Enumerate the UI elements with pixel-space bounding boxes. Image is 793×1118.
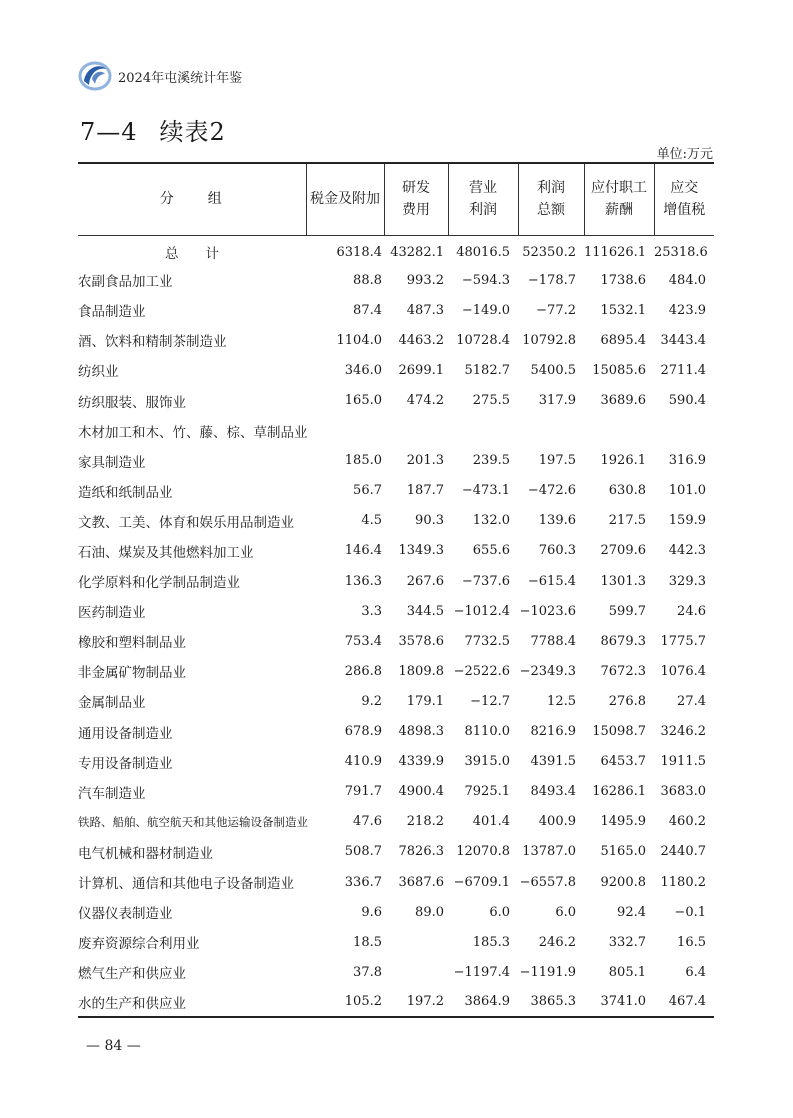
table-cell: 15098.7	[592, 724, 646, 740]
table-row	[78, 957, 714, 987]
table-row	[78, 807, 714, 837]
column-header-line: 总额	[537, 202, 565, 219]
table-cell: 52350.2	[522, 244, 576, 260]
table-cell: 10792.8	[522, 332, 576, 348]
table-cell: 4339.9	[398, 754, 444, 770]
table-cell: 7826.3	[398, 844, 444, 860]
table-cell: 1926.1	[600, 453, 646, 469]
row-label: 非金属矿物制品业	[78, 665, 186, 682]
table-cell: 630.8	[608, 483, 646, 499]
row-label: 医药制造业	[78, 605, 146, 622]
table-cell: 1301.3	[600, 573, 646, 589]
page-header	[78, 58, 242, 94]
row-label: 纺织业	[78, 364, 119, 381]
table-cell: 105.2	[344, 994, 382, 1010]
table-title: 续表2	[159, 118, 226, 146]
table-cell	[384, 957, 448, 987]
table-cell: 4391.5	[530, 754, 576, 770]
table-cell: 187.7	[406, 483, 444, 499]
table-cell: 1495.9	[600, 814, 646, 830]
table-cell: 218.2	[406, 814, 444, 830]
table-cell: 37.8	[353, 964, 382, 980]
table-cell: 111626.1	[584, 244, 647, 260]
table-cell: 1532.1	[600, 302, 646, 318]
table-cell: 599.7	[608, 603, 646, 619]
table-row	[78, 476, 714, 506]
book-title: 2024年屯溪统计年鉴	[118, 70, 243, 86]
row-label: 文教、工美、体育和娱乐用品制造业	[78, 514, 294, 531]
table-cell	[306, 416, 384, 446]
table-cell: 18.5	[353, 934, 382, 950]
table-cell: 5182.7	[464, 362, 510, 378]
table-cell: 16.5	[677, 934, 706, 950]
table-row	[78, 265, 714, 295]
table-cell: 185.3	[472, 934, 510, 950]
table-row	[78, 536, 714, 566]
table-cell: 6453.7	[600, 754, 646, 770]
table-cell: 2711.4	[660, 362, 706, 378]
table-number: 7—4	[80, 118, 138, 146]
table-row	[78, 897, 714, 927]
table-row	[78, 596, 714, 626]
row-label: 燃气生产和供应业	[78, 966, 186, 983]
table-cell: −472.6	[527, 483, 576, 499]
table-cell: −2522.6	[453, 663, 510, 679]
table-cell: 487.3	[406, 302, 444, 318]
table-cell: 276.8	[608, 693, 646, 709]
table-row	[78, 987, 714, 1017]
table-cell: 467.4	[668, 994, 706, 1010]
table-body	[78, 235, 714, 1017]
column-header-line: 营业	[469, 180, 497, 197]
table-row	[78, 747, 714, 777]
table-cell: 6895.4	[600, 332, 646, 348]
table-cell: 239.5	[472, 453, 510, 469]
table-cell: 8110.0	[464, 724, 510, 740]
table-cell: 8216.9	[530, 724, 576, 740]
table-row	[78, 927, 714, 957]
table-cell: 9.6	[361, 904, 382, 920]
table-cell: −473.1	[461, 483, 510, 499]
table-cell: 90.3	[415, 513, 444, 529]
table-cell: 139.6	[538, 513, 576, 529]
table-cell: 9.2	[361, 693, 382, 709]
column-header	[448, 163, 518, 235]
table-cell: −77.2	[536, 302, 576, 318]
table-cell: −6709.1	[453, 874, 510, 890]
table-cell: 27.4	[677, 693, 706, 709]
table-cell: 805.1	[608, 964, 646, 980]
table-cell: 590.4	[668, 393, 706, 409]
row-label: 农副食品加工业	[78, 274, 173, 291]
table-cell: 197.2	[406, 994, 444, 1010]
row-label: 通用设备制造业	[78, 725, 173, 742]
row-label: 酒、饮料和精制茶制造业	[78, 334, 227, 351]
table-cell: 1809.8	[398, 663, 444, 679]
table-header-row	[78, 163, 714, 235]
table-cell: 484.0	[668, 272, 706, 288]
column-header	[78, 163, 306, 235]
column-header-line: 应交	[670, 180, 699, 197]
table-cell: 317.9	[538, 393, 576, 409]
table-cell: 43282.1	[390, 244, 444, 260]
table-cell: 3864.9	[464, 994, 510, 1010]
table-cell: 201.3	[406, 453, 444, 469]
table-cell: 1911.5	[660, 754, 706, 770]
table-cell: 1104.0	[336, 332, 382, 348]
table-cell: 1349.3	[398, 543, 444, 559]
table-cell: 6318.4	[336, 244, 382, 260]
table-cell: 185.0	[344, 453, 382, 469]
column-header-line: 分 组	[159, 191, 224, 208]
table-cell: 332.7	[608, 934, 646, 950]
table-cell: 56.7	[353, 483, 382, 499]
table-cell: 3.3	[361, 603, 382, 619]
column-header	[654, 163, 714, 235]
table-cell	[384, 416, 448, 446]
table-cell: 1775.7	[660, 633, 706, 649]
table-cell: 474.2	[406, 393, 444, 409]
table-cell: 410.9	[344, 754, 382, 770]
table-cell: 48016.5	[456, 244, 510, 260]
row-label: 食品制造业	[78, 304, 146, 321]
table-cell: −615.4	[527, 573, 576, 589]
table-cell	[584, 416, 654, 446]
row-label: 计算机、通信和其他电子设备制造业	[78, 876, 294, 893]
table-cell: 329.3	[668, 573, 706, 589]
row-label: 水的生产和供应业	[78, 995, 186, 1012]
row-label: 金属制品业	[78, 695, 146, 712]
table-cell: 165.0	[344, 393, 382, 409]
table-cell: 3689.6	[600, 393, 646, 409]
table-cell: 460.2	[668, 814, 706, 830]
row-label: 电气机械和器材制造业	[78, 845, 213, 862]
table-cell: −1191.9	[519, 964, 576, 980]
table-cell: 344.5	[406, 603, 444, 619]
table-cell: 3443.4	[660, 332, 706, 348]
row-label: 石油、煤炭及其他燃料加工业	[78, 544, 254, 561]
table-cell: 336.7	[344, 874, 382, 890]
table-cell: 4900.4	[398, 784, 444, 800]
table-cell: 9200.8	[600, 874, 646, 890]
table-cell: 16286.1	[592, 784, 646, 800]
table-cell: 88.8	[353, 272, 382, 288]
table-row	[78, 867, 714, 897]
table-cell: 4898.3	[398, 724, 444, 740]
table-cell: 92.4	[617, 904, 646, 920]
table-cell: 993.2	[406, 272, 444, 288]
table-row	[78, 717, 714, 747]
table-cell: 217.5	[608, 513, 646, 529]
table-cell: 8493.4	[530, 784, 576, 800]
page-title	[80, 112, 226, 147]
unit-label: 单位:万元	[656, 147, 713, 162]
table-cell: 753.4	[344, 633, 382, 649]
table-cell: 655.6	[472, 543, 510, 559]
table-cell: 760.3	[538, 543, 576, 559]
table-cell: 5165.0	[600, 844, 646, 860]
table-row	[78, 566, 714, 596]
table-cell: 3915.0	[464, 754, 510, 770]
table-cell: 179.1	[406, 693, 444, 709]
table-cell: 3683.0	[660, 784, 706, 800]
table-cell: 146.4	[344, 543, 382, 559]
table-row	[78, 686, 714, 716]
table-cell: 3246.2	[660, 724, 706, 740]
row-label: 废弃资源综合利用业	[78, 936, 200, 953]
row-label: 铁路、船舶、航空航天和其他运输设备制造业	[78, 814, 308, 829]
table-cell: 4463.2	[398, 332, 444, 348]
table-cell: −12.7	[470, 693, 510, 709]
table-cell: 1180.2	[660, 874, 706, 890]
row-label: 专用设备制造业	[78, 755, 173, 772]
table-cell: 286.8	[344, 663, 382, 679]
data-table	[78, 162, 714, 1018]
page-number: — 84 —	[86, 1038, 141, 1054]
table-cell: 24.6	[677, 603, 706, 619]
table-cell: 316.9	[668, 453, 706, 469]
table-cell: 2699.1	[398, 362, 444, 378]
table-row	[78, 506, 714, 536]
column-header-line: 利润	[537, 180, 565, 197]
table-cell: 275.5	[472, 393, 510, 409]
table-cell: 6.0	[489, 904, 510, 920]
table-cell: 87.4	[353, 302, 382, 318]
table-cell: −6557.8	[519, 874, 576, 890]
table-cell: 3578.6	[398, 633, 444, 649]
table-cell: 6.4	[685, 964, 706, 980]
table-cell: 1738.6	[600, 272, 646, 288]
table-cell: 136.3	[344, 573, 382, 589]
table-row	[78, 416, 714, 446]
row-label: 仪器仪表制造业	[78, 906, 173, 923]
table-row	[78, 626, 714, 656]
table-cell: 401.4	[472, 814, 510, 830]
column-header	[518, 163, 584, 235]
table-cell: 678.9	[344, 724, 382, 740]
table-cell: −737.6	[461, 573, 510, 589]
row-label: 纺织服装、服饰业	[78, 394, 186, 411]
table-cell	[448, 416, 518, 446]
table-cell: 4.5	[361, 513, 382, 529]
column-header-line: 薪酬	[605, 202, 633, 219]
table-cell: −1023.6	[519, 603, 576, 619]
table-cell	[654, 416, 714, 446]
column-header-line: 增值税	[663, 202, 706, 219]
table-cell: 159.9	[668, 513, 706, 529]
total-row	[78, 235, 714, 265]
table-cell: 7925.1	[464, 784, 510, 800]
table-cell: 400.9	[538, 814, 576, 830]
column-header-line: 研发	[402, 180, 430, 197]
table-cell: 5400.5	[530, 362, 576, 378]
column-header-line: 利润	[469, 202, 497, 219]
table-cell: 508.7	[344, 844, 382, 860]
table-cell: −149.0	[461, 302, 510, 318]
table-cell: 6.0	[555, 904, 576, 920]
table-cell: 12070.8	[456, 844, 510, 860]
table-cell: 267.6	[406, 573, 444, 589]
table-cell: 3865.3	[530, 994, 576, 1010]
table-cell: 89.0	[415, 904, 444, 920]
table-row	[78, 446, 714, 476]
table-cell: −1197.4	[453, 964, 510, 980]
table-cell: −178.7	[527, 272, 576, 288]
column-header	[584, 163, 654, 235]
table-row	[78, 777, 714, 807]
table-cell: 15085.6	[592, 362, 646, 378]
table-cell: 13787.0	[522, 844, 576, 860]
statistics-table	[78, 162, 714, 1018]
table-cell: 8679.3	[600, 633, 646, 649]
table-cell: 101.0	[668, 483, 706, 499]
yearbook-logo-icon	[78, 59, 112, 93]
table-cell: 25318.6	[654, 244, 708, 260]
table-cell: 10728.4	[456, 332, 510, 348]
table-row	[78, 837, 714, 867]
table-row	[78, 355, 714, 385]
table-cell: 423.9	[668, 302, 706, 318]
column-header	[306, 163, 384, 235]
table-cell: 7788.4	[530, 633, 576, 649]
table-cell: 7672.3	[600, 663, 646, 679]
table-cell: −0.1	[674, 904, 706, 920]
column-header-line: 税金及附加	[310, 191, 380, 208]
row-label: 造纸和纸制品业	[78, 484, 173, 501]
table-cell: 442.3	[668, 543, 706, 559]
table-cell: 2709.6	[600, 543, 646, 559]
row-label: 化学原料和化学制品制造业	[78, 575, 240, 592]
table-cell: 1076.4	[660, 663, 706, 679]
table-row	[78, 295, 714, 325]
table-cell: 3741.0	[600, 994, 646, 1010]
table-row	[78, 325, 714, 355]
table-cell: −594.3	[461, 272, 510, 288]
row-label: 汽车制造业	[78, 785, 146, 802]
table-row	[78, 385, 714, 415]
table-cell: 12.5	[547, 693, 576, 709]
table-cell: 246.2	[538, 934, 576, 950]
table-cell: 7732.5	[464, 633, 510, 649]
table-cell	[518, 416, 584, 446]
table-cell: 3687.6	[398, 874, 444, 890]
column-header-line: 费用	[402, 202, 430, 219]
column-header	[384, 163, 448, 235]
row-label: 家具制造业	[78, 454, 146, 471]
table-cell: 2440.7	[660, 844, 706, 860]
table-cell: 346.0	[344, 362, 382, 378]
row-label: 总 计	[165, 246, 219, 263]
table-cell: 197.5	[538, 453, 576, 469]
table-cell: 132.0	[472, 513, 510, 529]
row-label: 木材加工和木、竹、藤、棕、草制品业	[78, 424, 308, 441]
table-cell: −1012.4	[453, 603, 510, 619]
row-label: 橡胶和塑料制品业	[78, 635, 186, 652]
table-cell: 791.7	[344, 784, 382, 800]
table-cell: 47.6	[353, 814, 382, 830]
table-row	[78, 656, 714, 686]
table-cell	[384, 927, 448, 957]
column-header-line: 应付职工	[591, 180, 647, 197]
table-cell: −2349.3	[519, 663, 576, 679]
